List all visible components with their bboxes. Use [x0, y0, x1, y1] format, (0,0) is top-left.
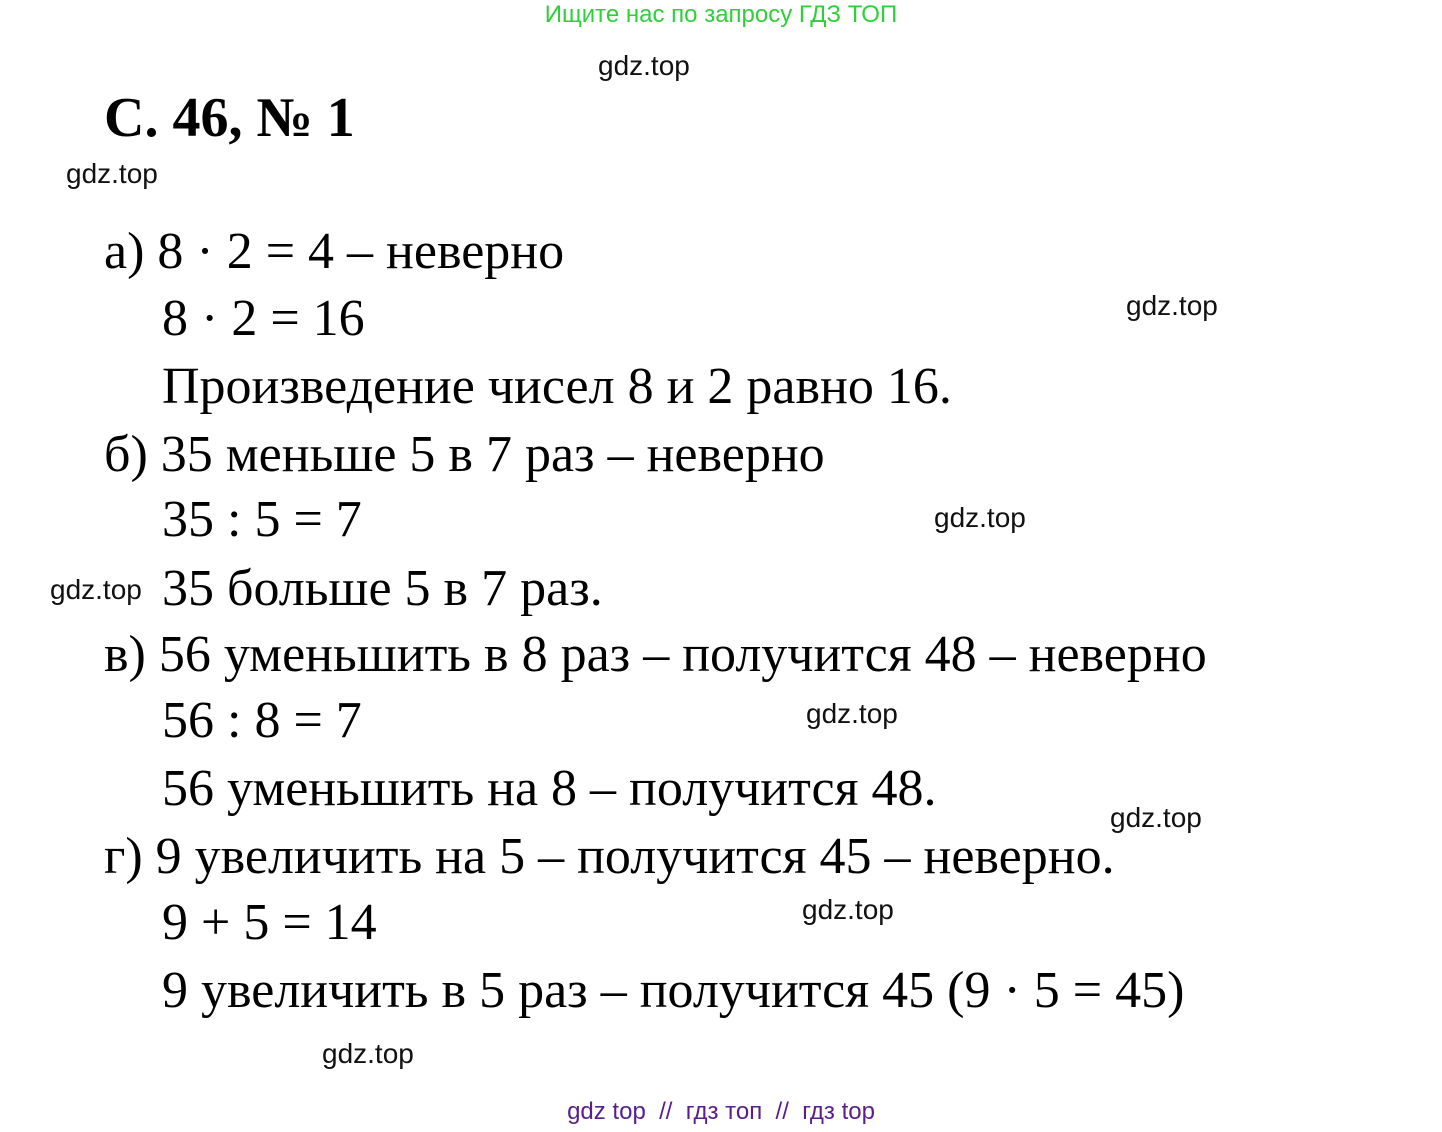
watermark: gdz.top [934, 502, 1026, 533]
watermark: gdz.top [1126, 290, 1218, 321]
answer-line: 9 + 5 = 14 [162, 894, 377, 951]
answer-line: 56 уменьшить на 8 – получится 48. [162, 760, 937, 817]
answer-line: а) 8 · 2 = 4 – неверно [104, 223, 565, 280]
watermark: gdz.top [806, 698, 898, 729]
footer-links: gdz top // гдз топ // гдз top [567, 1098, 875, 1125]
watermark: gdz.top [802, 894, 894, 925]
answer-line: 9 увеличить в 5 раз – получится 45 (9 · 5 = 45) [162, 962, 1185, 1019]
answer-line: Произведение чисел 8 и 2 равно 16. [162, 358, 952, 415]
answer-line: 8 · 2 = 16 [162, 290, 365, 347]
page-title: С. 46, № 1 [104, 87, 355, 149]
answer-line: 35 больше 5 в 7 раз. [162, 560, 603, 617]
watermark: gdz.top [1110, 802, 1202, 833]
watermark: gdz.top [598, 50, 690, 81]
answer-line: б) 35 меньше 5 в 7 раз – неверно [104, 426, 825, 483]
answer-line: в) 56 уменьшить в 8 раз – получится 48 – неверно [104, 626, 1207, 683]
search-banner: Ищите нас по запросу ГДЗ ТОП [544, 1, 898, 28]
answer-line: 35 : 5 = 7 [162, 491, 362, 548]
watermark: gdz.top [50, 574, 142, 605]
watermark: gdz.top [322, 1038, 414, 1069]
answer-line: г) 9 увеличить на 5 – получится 45 – неверно. [104, 828, 1115, 885]
watermark: gdz.top [66, 158, 158, 189]
answer-line: 56 : 8 = 7 [162, 692, 362, 749]
